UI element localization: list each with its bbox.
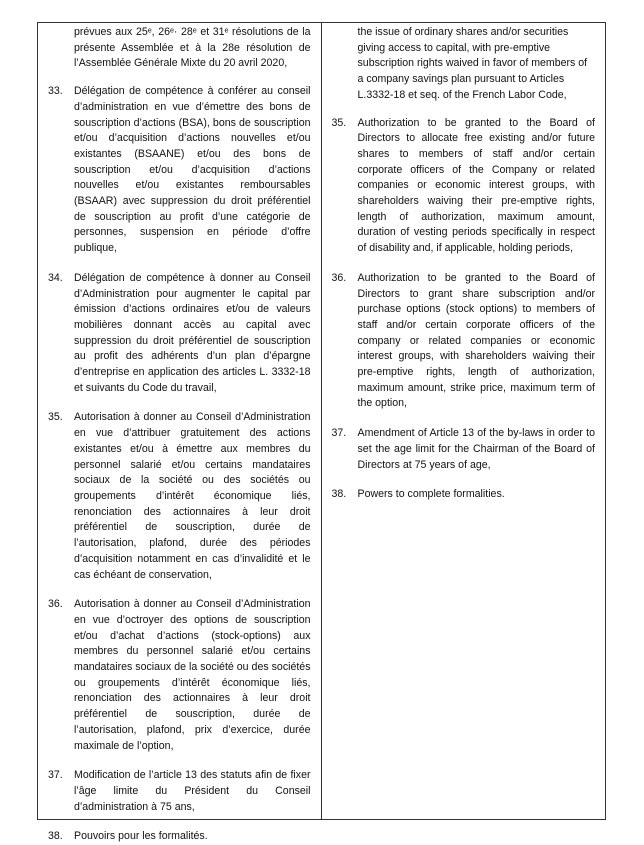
english-item-38 xyxy=(332,487,596,503)
item-number: 36. xyxy=(48,598,63,611)
french-item-38 xyxy=(48,829,311,845)
french-item-33 xyxy=(48,84,311,257)
french-column xyxy=(38,23,322,843)
item-number: 35. xyxy=(331,116,347,129)
english-item-37 xyxy=(332,426,596,473)
item-number: 37. xyxy=(331,427,347,440)
english-item-36 xyxy=(332,271,596,412)
item-number: 37. xyxy=(48,769,63,782)
item-number: 34. xyxy=(48,271,63,284)
french-intro-paragraph: prévues aux 25ᵉ, 26ᵉ· 28ᵉ et 31ᵉ résolutions de la présente Assemblée et à la 28e résolution de l’Assemblée Générale Mixte du 20 avril 2020, xyxy=(74,26,311,70)
item-text: Authorization to be granted to the Board of Directors to allocate free existing and/or future shares to members of staff and/or certain corporate officers of the Company or related companies or economic interest groups, with shareholders waiving their pre-emptive rights, length of authorization, maximum amount, duration of vesting periods specifically in respect of disability and, if applicable, holding periods, xyxy=(357,116,595,255)
item-text: Délégation de compétence à donner au Conseil d’Administration pour augmenter le capital par émission d’actions ordinaires et/ou de valeurs mobilières donnant accès au capital avec suppression du droit préférentiel de souscription au profit des adhérents d’un plan d’épargne d’entreprise en application des articles L. 3332-18 et suivants du Code du travail, xyxy=(74,271,311,394)
english-column xyxy=(322,23,606,819)
english-intro-paragraph: the issue of ordinary shares and/or securities giving access to capital, with pre-emptive subscription rights waived in favor of members of a company savings plan pursuant to Articles L.3332-18 et seq. of the French Labor Code, xyxy=(357,26,588,101)
item-number: 36. xyxy=(331,271,347,284)
item-number: 35. xyxy=(48,411,63,424)
item-number: 38. xyxy=(331,488,347,501)
item-number: 38. xyxy=(48,830,63,843)
item-text: Modification de l’article 13 des statuts afin de fixer l’âge limite du Président du Conseil d’administration à 75 ans, xyxy=(74,769,311,813)
french-item-35 xyxy=(48,410,311,583)
two-column-table xyxy=(37,22,606,843)
french-item-36 xyxy=(48,597,311,754)
french-item-34 xyxy=(48,271,311,397)
english-item-35 xyxy=(332,116,596,257)
item-text: Autorisation à donner au Conseil d’Administration en vue d’octroyer des options de souscription et/ou d’achat d’actions (stock-options) aux membres du personnel salarié et/ou certains mandataires sociaux de la société ou des sociétés ou groupements d’intérêt économique liés, renonciation des actionnaires à leur droit préférentiel de souscription, durée de l’autorisation, plafond, prix d’exercice, durée maximale de l’option, xyxy=(74,598,311,752)
item-text: Authorization to be granted to the Board of Directors to grant share subscription and/or purchase options (stock options) to members of staff and/or certain corporate officers of the company or related companies or economic interest groups, with shareholders waiving their pre-emptive rights, length of authorization, maximum amount, strike price, maximum term of the option, xyxy=(357,271,595,410)
french-item-37 xyxy=(48,768,311,815)
item-text: Pouvoirs pour les formalités. xyxy=(74,830,208,843)
item-text: Amendment of Article 13 of the by-laws in order to set the age limit for the Chairman of the Board of Directors at 75 years of age, xyxy=(357,427,595,471)
item-number: 33. xyxy=(48,85,63,98)
item-text: Powers to complete formalities. xyxy=(357,488,505,501)
item-text: Délégation de compétence à conférer au conseil d’administration en vue d’émettre des bons de souscription d’actions (BSA), bons de souscription et/ou d’acquisition d’actions nouvelles et/ou existantes (BSAANE) et/ou des bons de souscription et/ou d’acquisition d’actions nouvelles et/ou existantes remboursables (BSAAR) avec suppression du droit préférentiel de souscription au profit d’une catégorie de personnes, suspension en période d’offre publique, xyxy=(74,85,311,255)
item-text: Autorisation à donner au Conseil d’Administration en vue d’attribuer gratuitement des actions existantes et/ou à émettre aux membres du personnel salarié et/ou certains mandataires sociaux de la société ou des sociétés ou groupements d’intérêt économique liés, renonciation des actionnaires à leur droit préférentiel de souscription, durée de l’autorisation, plafond, durée des périodes d’acquisition notamment en cas d’invalidité et le cas échéant de conservation, xyxy=(74,411,311,581)
